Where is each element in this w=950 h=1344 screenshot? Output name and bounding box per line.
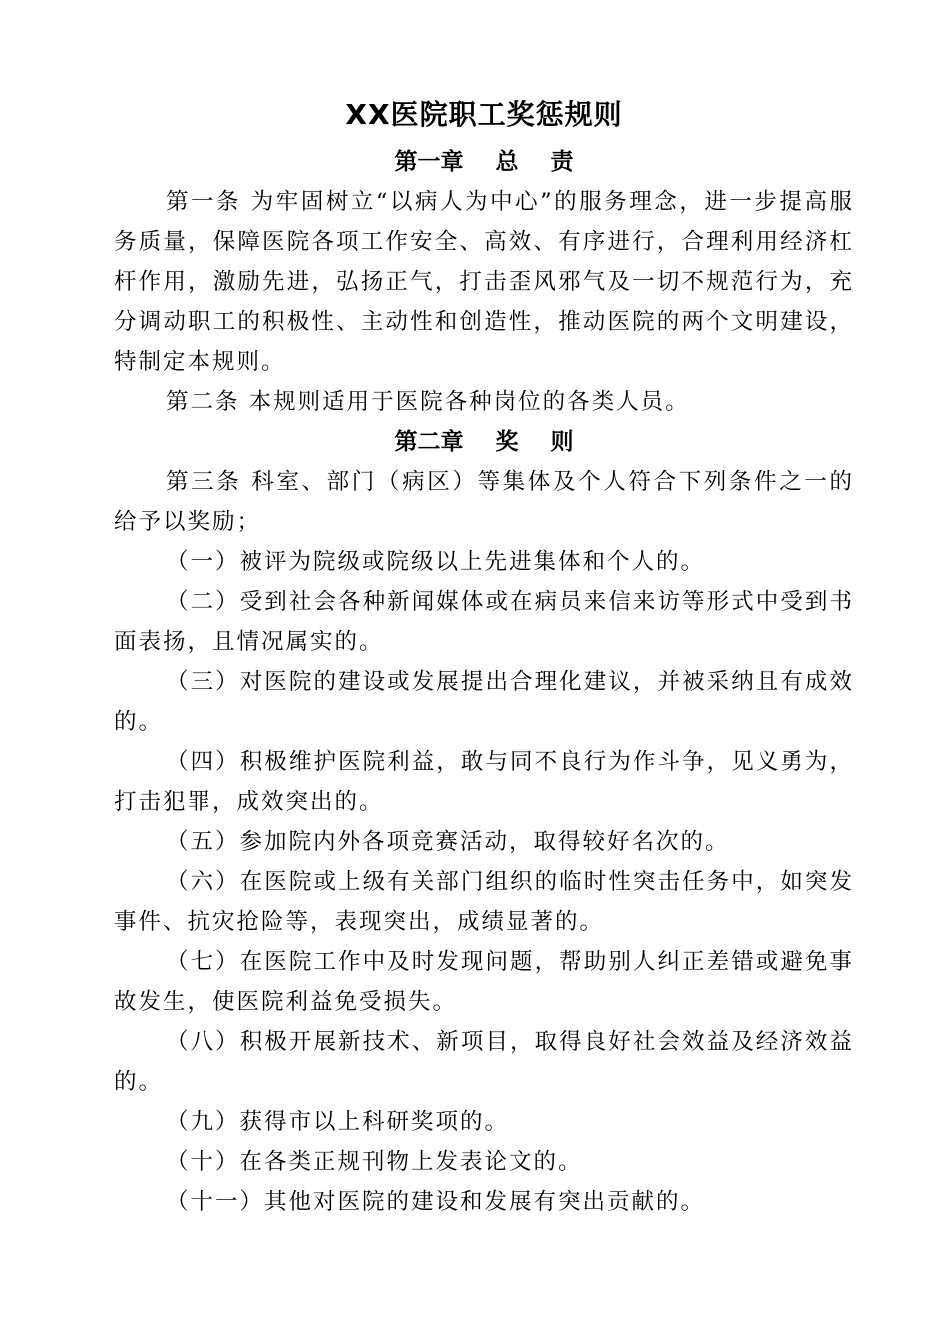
chapter-heading-2: 第二章 奖 则	[394, 429, 574, 455]
list-item: （六）在医院或上级有关部门组织的临时性突击任务中，如突发事件、抗灾抢险等，表现突出，成绩显著的。	[114, 869, 854, 935]
document-page	[114, 94, 854, 1222]
document-title: XX医院职工奖惩规则	[345, 98, 623, 131]
list-item: （九）获得市以上科研奖项的。	[166, 1109, 510, 1135]
article-2: 第二条 本规则适用于医院各种岗位的各类人员。	[166, 389, 690, 415]
chapter-heading-1: 第一章 总 责	[394, 149, 574, 175]
article-1: 第一条 为牢固树立“以病人为中心”的服务理念，进一步提高服务质量，保障医院各项工作安全、高效、有序进行，合理利用经济杠杆作用，激励先进，弘扬正气，打击歪风邪气及一切不规范行为，充分调动职工的积极性、主动性和创造性，推动医院的两个文明建设，特制定本规则。	[114, 189, 854, 375]
list-item: （五）参加院内外各项竞赛活动，取得较好名次的。	[166, 829, 730, 855]
list-item: （一）被评为院级或院级以上先进集体和个人的。	[166, 549, 706, 575]
list-item: （三）对医院的建设或发展提出合理化建议，并被采纳且有成效的。	[114, 669, 854, 735]
article-3: 第三条 科室、部门（病区）等集体及个人符合下列条件之一的给予以奖励；	[114, 469, 854, 535]
list-item: （十）在各类正规刊物上发表论文的。	[166, 1149, 583, 1175]
list-item: （四）积极维护医院利益，敢与同不良行为作斗争，见义勇为，打击犯罪，成效突出的。	[114, 749, 854, 815]
list-item: （七）在医院工作中及时发现问题，帮助别人纠正差错或避免事故发生，使医院利益免受损失。	[114, 949, 854, 1015]
list-item: （八）积极开展新技术、新项目，取得良好社会效益及经济效益的。	[114, 1029, 854, 1095]
list-item: （十一）其他对医院的建设和发展有突出贡献的。	[166, 1189, 706, 1215]
list-item: （二）受到社会各种新闻媒体或在病员来信来访等形式中受到书面表扬，且情况属实的。	[114, 589, 854, 655]
